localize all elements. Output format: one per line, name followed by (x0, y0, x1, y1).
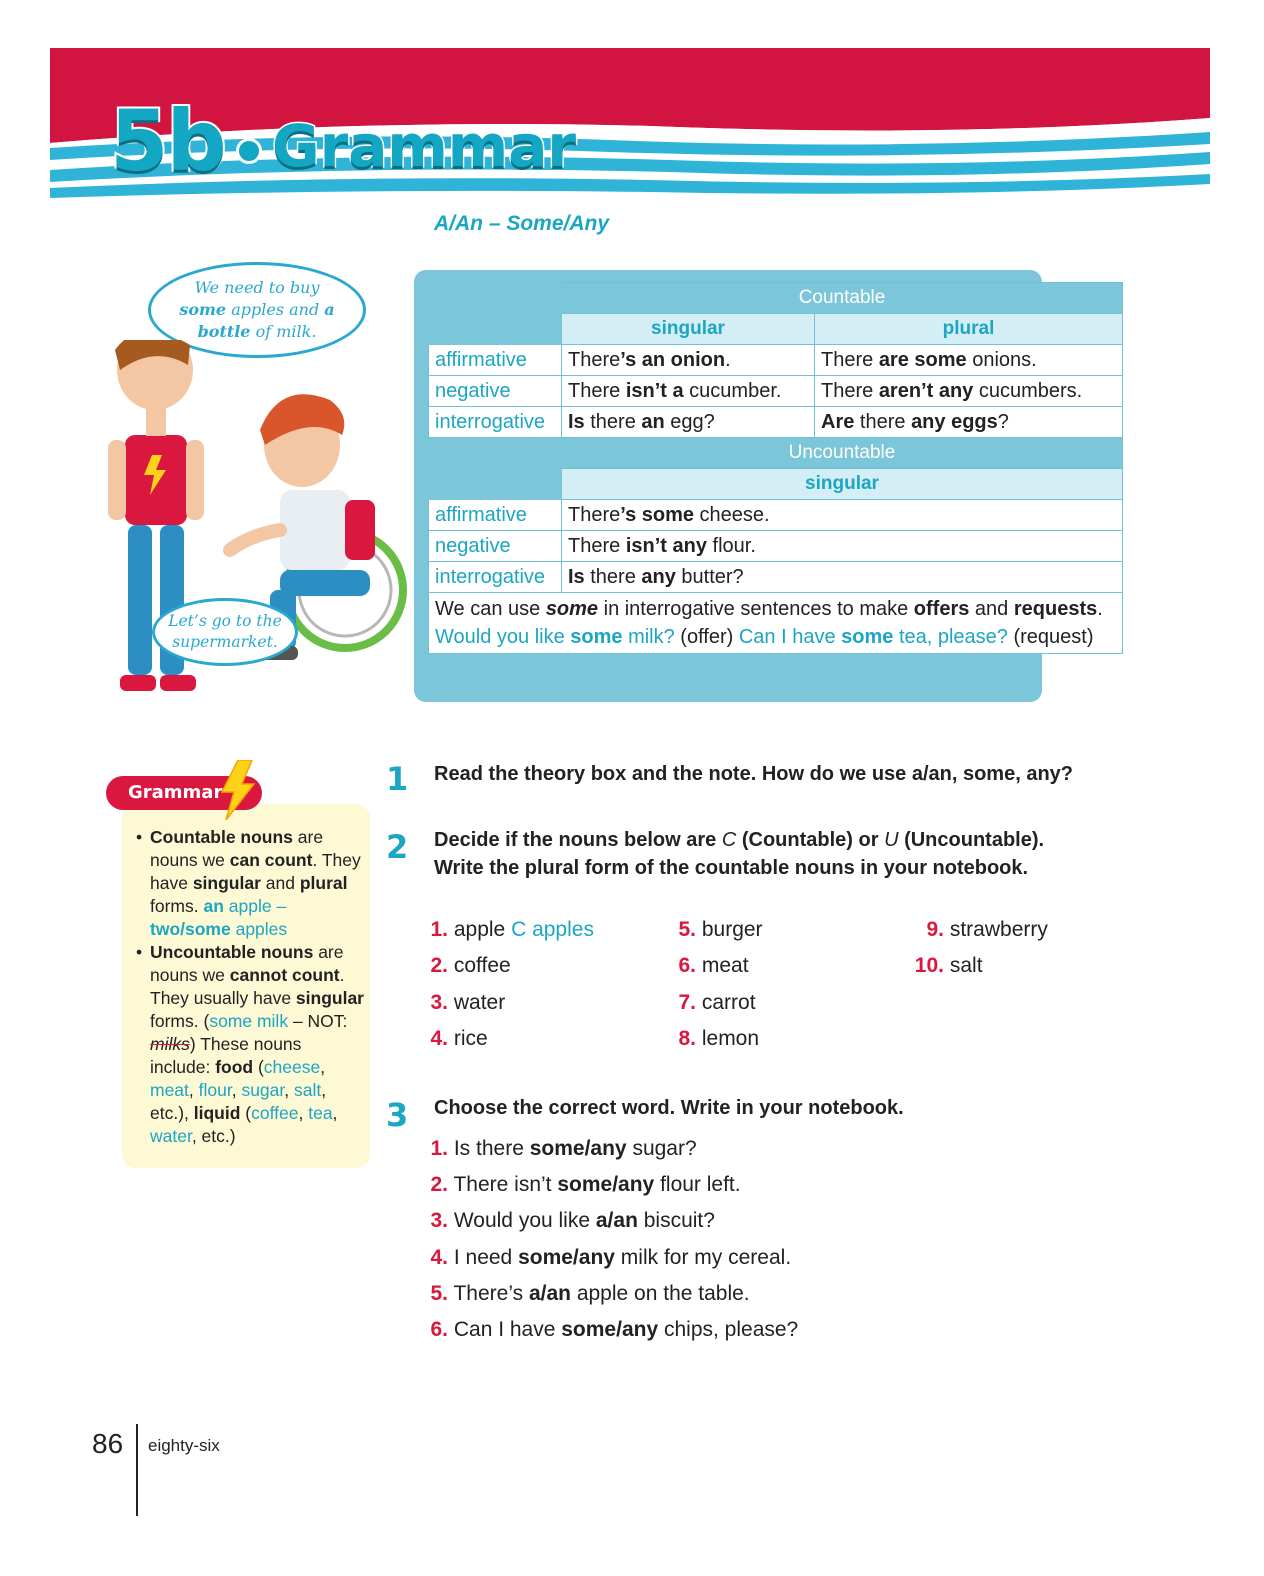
list-item: 3. water (430, 991, 506, 1014)
list-item: 6. meat (678, 954, 749, 977)
list-item: 4. rice (430, 1027, 488, 1050)
exercise-2-number: 2 (386, 828, 409, 866)
subtitle: A/An – Some/Any (434, 212, 610, 235)
exercise-3-number: 3 (386, 1096, 409, 1134)
row-label-interrogative: interrogative (429, 562, 562, 593)
bubble-text: bottle (197, 322, 251, 341)
table-corner (429, 438, 562, 500)
grammar-note-text (134, 826, 366, 1148)
grammar-table (428, 282, 1123, 654)
cell-neg-plural: There aren’t any cucumbers. (815, 376, 1123, 407)
plural-header: plural (815, 314, 1123, 345)
cell-unc-aff: There’s some cheese. (562, 500, 1123, 531)
exercise-1-text: Read the theory box and the note. How do we use a/an, some, any? (434, 763, 1074, 785)
page-number-words: eighty-six (148, 1436, 220, 1455)
grammar-bullet-uncountable: • Uncountable nouns are nouns we cannot count. They usually have singular forms. (some milk – NOT: milks) These nouns include: food (cheese, meat, flour, sugar, salt, etc.), liquid (coffee, tea, water, etc.) (134, 941, 366, 1148)
list-item: 7. carrot (678, 991, 756, 1014)
speech-bubble-bottom (152, 598, 298, 666)
cell-aff-plural: There are some onions. (815, 345, 1123, 376)
footer-divider (136, 1424, 138, 1516)
lightning-icon (216, 760, 256, 820)
grammar-tag: Grammar (106, 776, 262, 810)
cell-unc-int: Is there any butter? (562, 562, 1123, 593)
page-number: 86 (92, 1428, 124, 1459)
list-item: 10. salt (914, 954, 983, 977)
row-label-affirmative: affirmative (429, 345, 562, 376)
list-item: 9. strawberry (926, 918, 1048, 941)
bubble-text: apples and (231, 300, 320, 319)
cell-int-singular: Is there an egg? (562, 407, 815, 438)
list-item: 8. lemon (678, 1027, 760, 1050)
row-label-interrogative: interrogative (429, 407, 562, 438)
row-label-negative: negative (429, 376, 562, 407)
table-corner (429, 283, 562, 345)
list-item: 2. coffee (430, 954, 511, 977)
table-note: We can use some in interrogative sentences to make offers and requests. Would you like some milk? (offer) Can I have some tea, please? (request) (429, 593, 1123, 654)
exercise-1-number: 1 (386, 760, 409, 798)
list-item: 6. Can I have some/any chips, please? (430, 1318, 799, 1341)
bubble-text: some (179, 300, 227, 319)
list-item: 3. Would you like a/an biscuit? (430, 1209, 715, 1232)
exercise-3-text: Choose the correct word. Write in your notebook. (434, 1097, 904, 1119)
cell-unc-neg: There isn’t any flour. (562, 531, 1123, 562)
row-label-negative: negative (429, 531, 562, 562)
cell-neg-singular: There isn’t a cucumber. (562, 376, 815, 407)
countable-header: Countable (562, 283, 1123, 314)
bubble-text: of milk. (255, 322, 317, 341)
cell-int-plural: Are there any eggs? (815, 407, 1123, 438)
singular-header: singular (562, 314, 815, 345)
uncountable-header: Uncountable (562, 438, 1123, 469)
list-item: 2. There isn’t some/any flour left. (430, 1173, 741, 1196)
list-item: 5. There’s a/an apple on the table. (430, 1282, 750, 1305)
title-dot (236, 138, 262, 164)
page-title: Grammar (272, 112, 576, 180)
bubble-text: supermarket. (172, 633, 278, 651)
singular-header-uncountable: singular (562, 469, 1123, 500)
exercise-2-text: Decide if the nouns below are C (Countable) or U (Uncountable). Write the plural form of the countable nouns in your notebook. (434, 829, 1045, 879)
grammar-bullet-countable: • Countable nouns are nouns we can count. They have singular and plural forms. an apple – two/some apples (134, 826, 366, 941)
list-item: 4. I need some/any milk for my cereal. (430, 1246, 792, 1269)
bubble-text: We need to buy (194, 278, 320, 297)
cell-aff-singular: There’s an onion. (562, 345, 815, 376)
list-item: 1. Is there some/any sugar? (430, 1137, 697, 1160)
list-item: 5. burger (678, 918, 763, 941)
lesson-number: 5b (110, 92, 225, 190)
bubble-text: Let’s go to the (168, 612, 282, 630)
row-label-affirmative: affirmative (429, 500, 562, 531)
bubble-text: a (324, 300, 335, 319)
list-item: 1. apple C apples (430, 918, 594, 941)
